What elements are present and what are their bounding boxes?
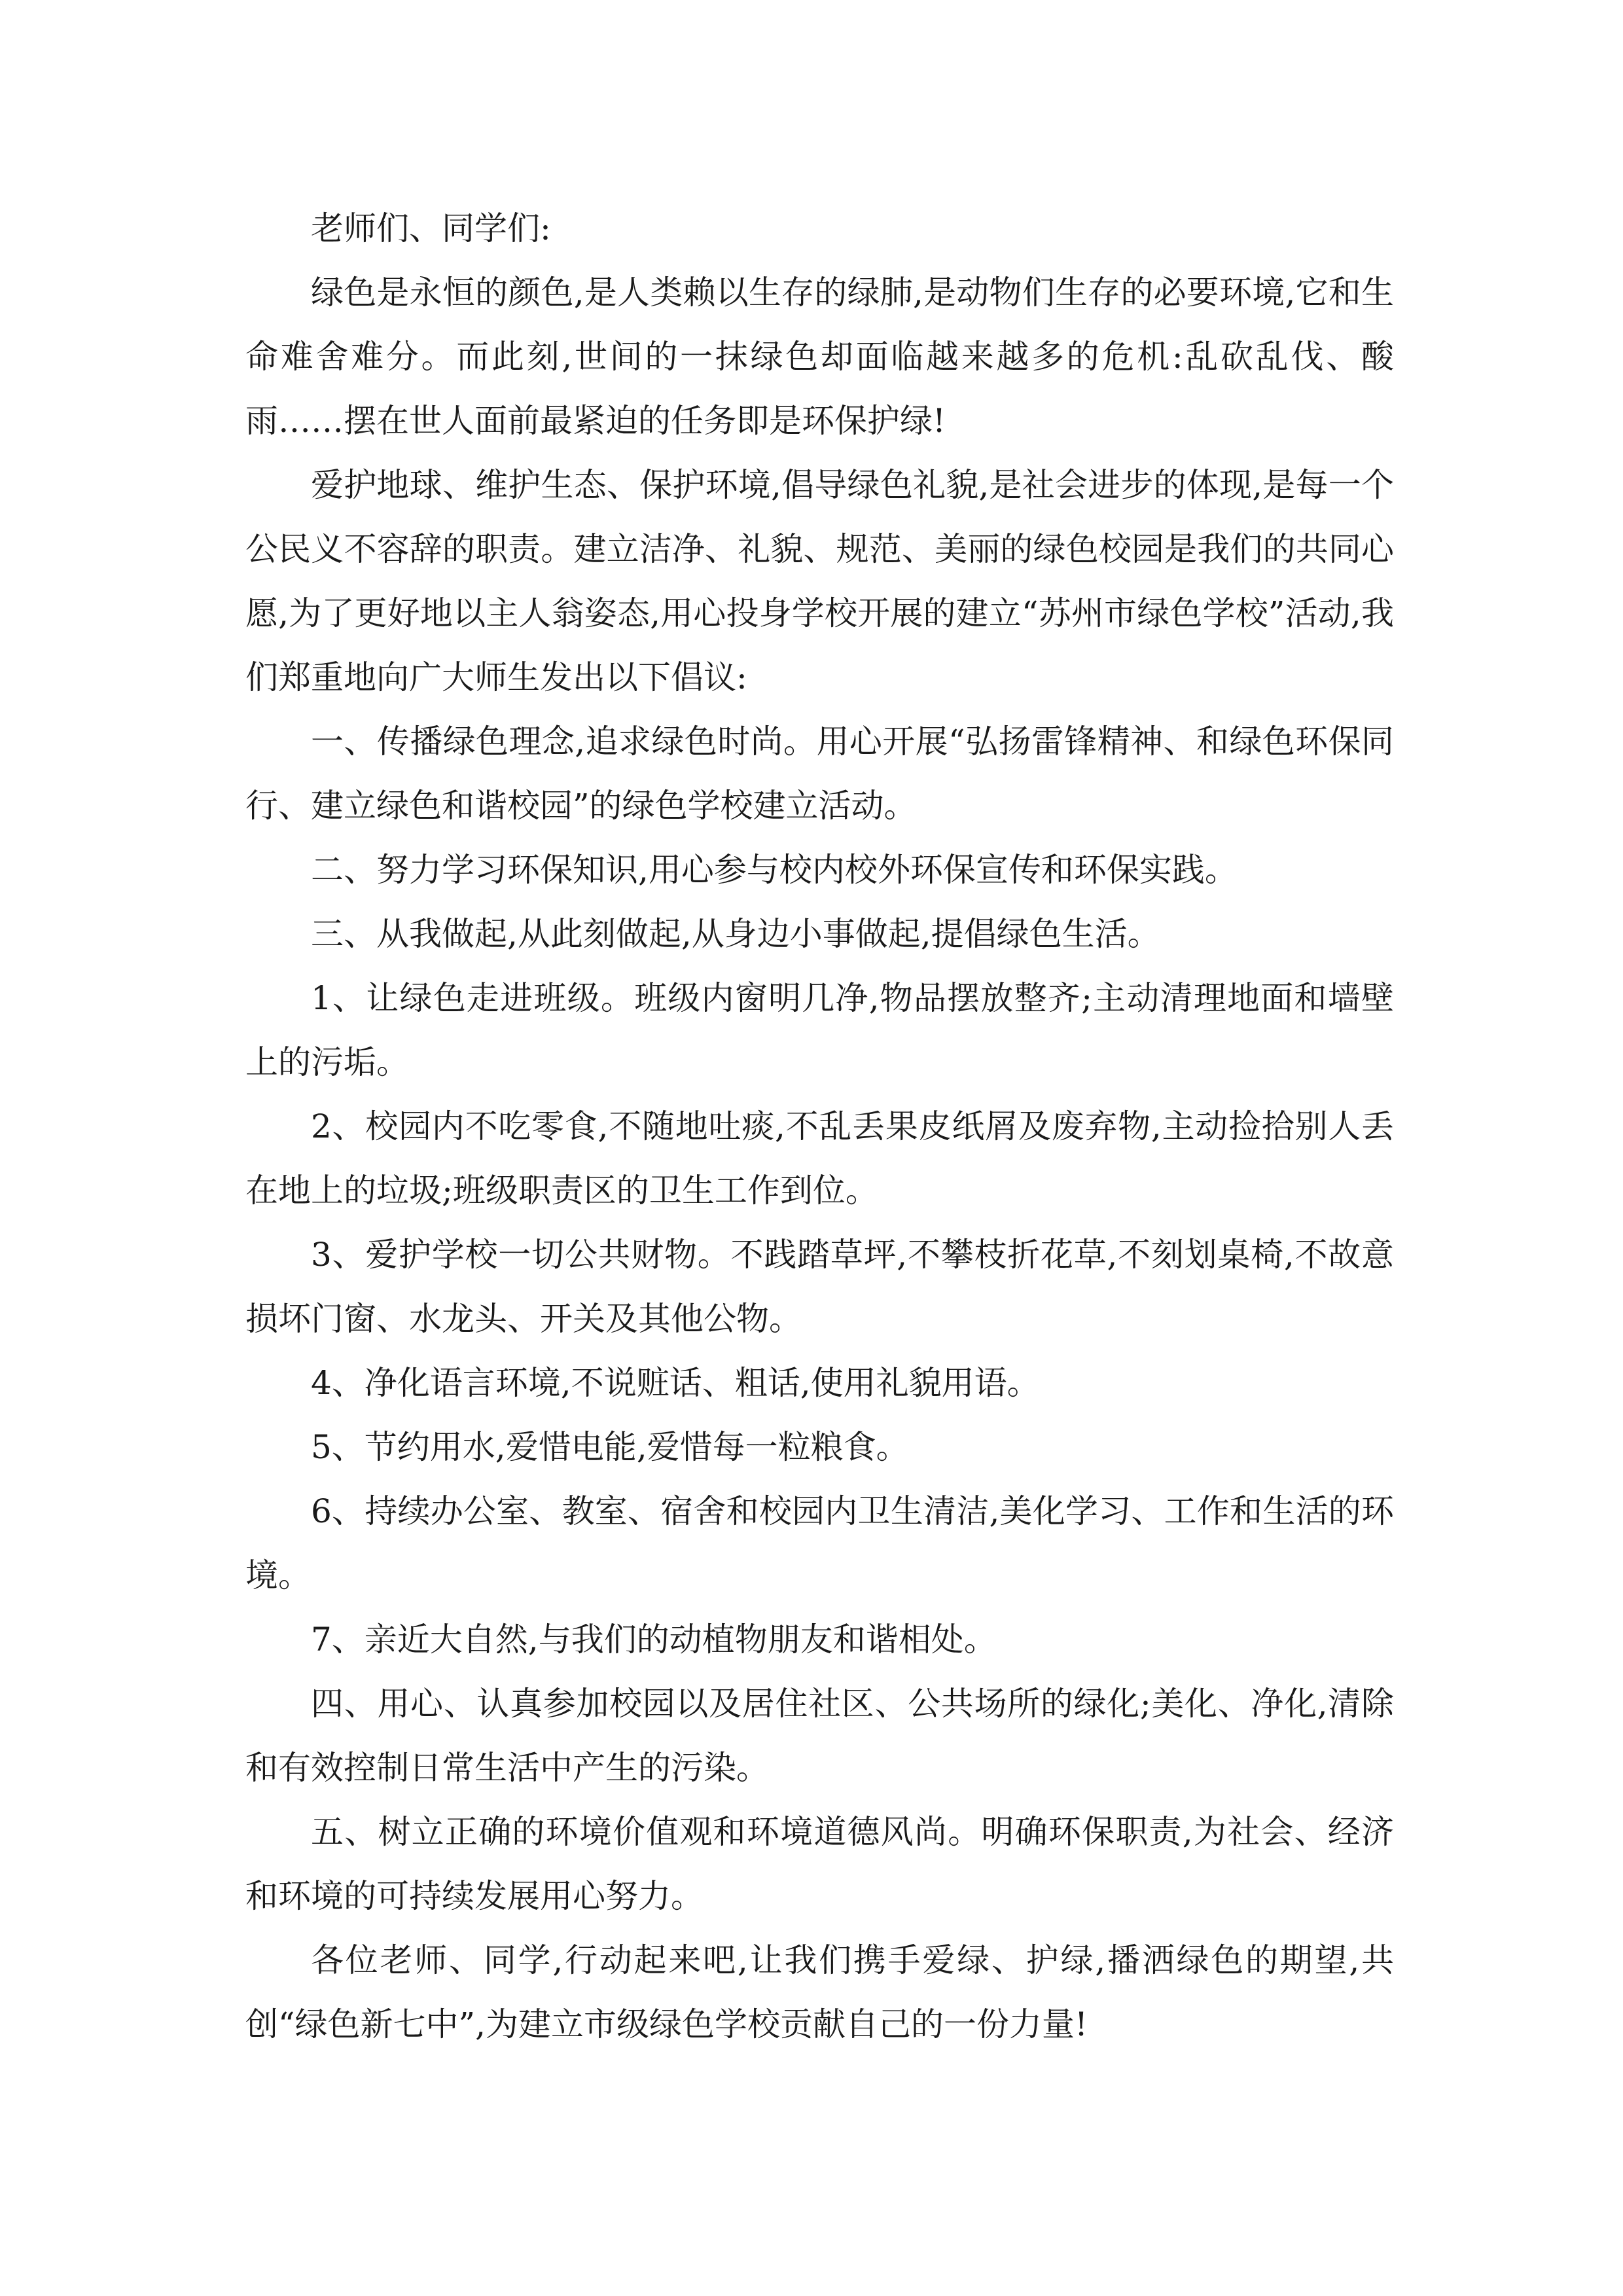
paragraph-subitem-7: 7、亲近大自然,与我们的动植物朋友和谐相处。	[311, 1621, 997, 1659]
paragraph-subitem-5: 5、节约用水,爱惜电能,爱惜每一粒粮食。	[311, 1428, 909, 1466]
paragraph-subitem-3: 3、爱护学校一切公共财物。不践踏草坪,不攀枝折花草,不刻划桌椅,不故意损坏门窗、水龙头、开关及其他公物。	[245, 1236, 1394, 1338]
paragraph-closing: 各位老师、同学,行动起来吧,让我们携手爱绿、护绿,播洒绿色的期望,共创“绿色新七中”,为建立市级绿色学校贡献自己的一份力量!	[245, 1941, 1394, 2043]
paragraph-subitem-1: 1、让绿色走进班级。班级内窗明几净,物品摆放整齐;主动清理地面和墙壁上的污垢。	[245, 979, 1394, 1081]
paragraph-item-1: 一、传播绿色理念,追求绿色时尚。用心开展“弘扬雷锋精神、和绿色环保同行、建立绿色和谐校园”的绿色学校建立活动。	[245, 723, 1394, 825]
paragraph-item-5: 五、树立正确的环境价值观和环境道德风尚。明确环保职责,为社会、经济和环境的可持续发展用心努力。	[245, 1813, 1394, 1915]
document-body	[245, 196, 1394, 2056]
paragraph-proposal: 爱护地球、维护生态、保护环境,倡导绿色礼貌,是社会进步的体现,是每一个公民义不容辞的职责。建立洁净、礼貌、规范、美丽的绿色校园是我们的共同心愿,为了更好地以主人翁姿态,用心投身学校开展的建立“苏州市绿色学校”活动,我们郑重地向广大师生发出以下倡议:	[245, 466, 1394, 696]
paragraph-item-4: 四、用心、认真参加校园以及居住社区、公共场所的绿化;美化、净化,清除和有效控制日常生活中产生的污染。	[245, 1685, 1394, 1787]
paragraph-item-3: 三、从我做起,从此刻做起,从身边小事做起,提倡绿色生活。	[311, 915, 1160, 953]
paragraph-subitem-4: 4、净化语言环境,不说赃话、粗话,使用礼貌用语。	[311, 1364, 1040, 1402]
paragraph-subitem-2: 2、校园内不吃零食,不随地吐痰,不乱丢果皮纸屑及废弃物,主动捡拾别人丢在地上的垃圾;班级职责区的卫生工作到位。	[245, 1107, 1394, 1210]
paragraph-subitem-6: 6、持续办公室、教室、宿舍和校园内卫生清洁,美化学习、工作和生活的环境。	[245, 1492, 1394, 1594]
salutation: 老师们、同学们:	[311, 209, 551, 247]
paragraph-item-2: 二、努力学习环保知识,用心参与校内校外环保宣传和环保实践。	[311, 851, 1238, 889]
paragraph-intro: 绿色是永恒的颜色,是人类赖以生存的绿肺,是动物们生存的必要环境,它和生命难舍难分。而此刻,世间的一抹绿色却面临越来越多的危机:乱砍乱伐、酸雨……摆在世人面前最紧迫的任务即是环保护绿!	[245, 274, 1394, 440]
